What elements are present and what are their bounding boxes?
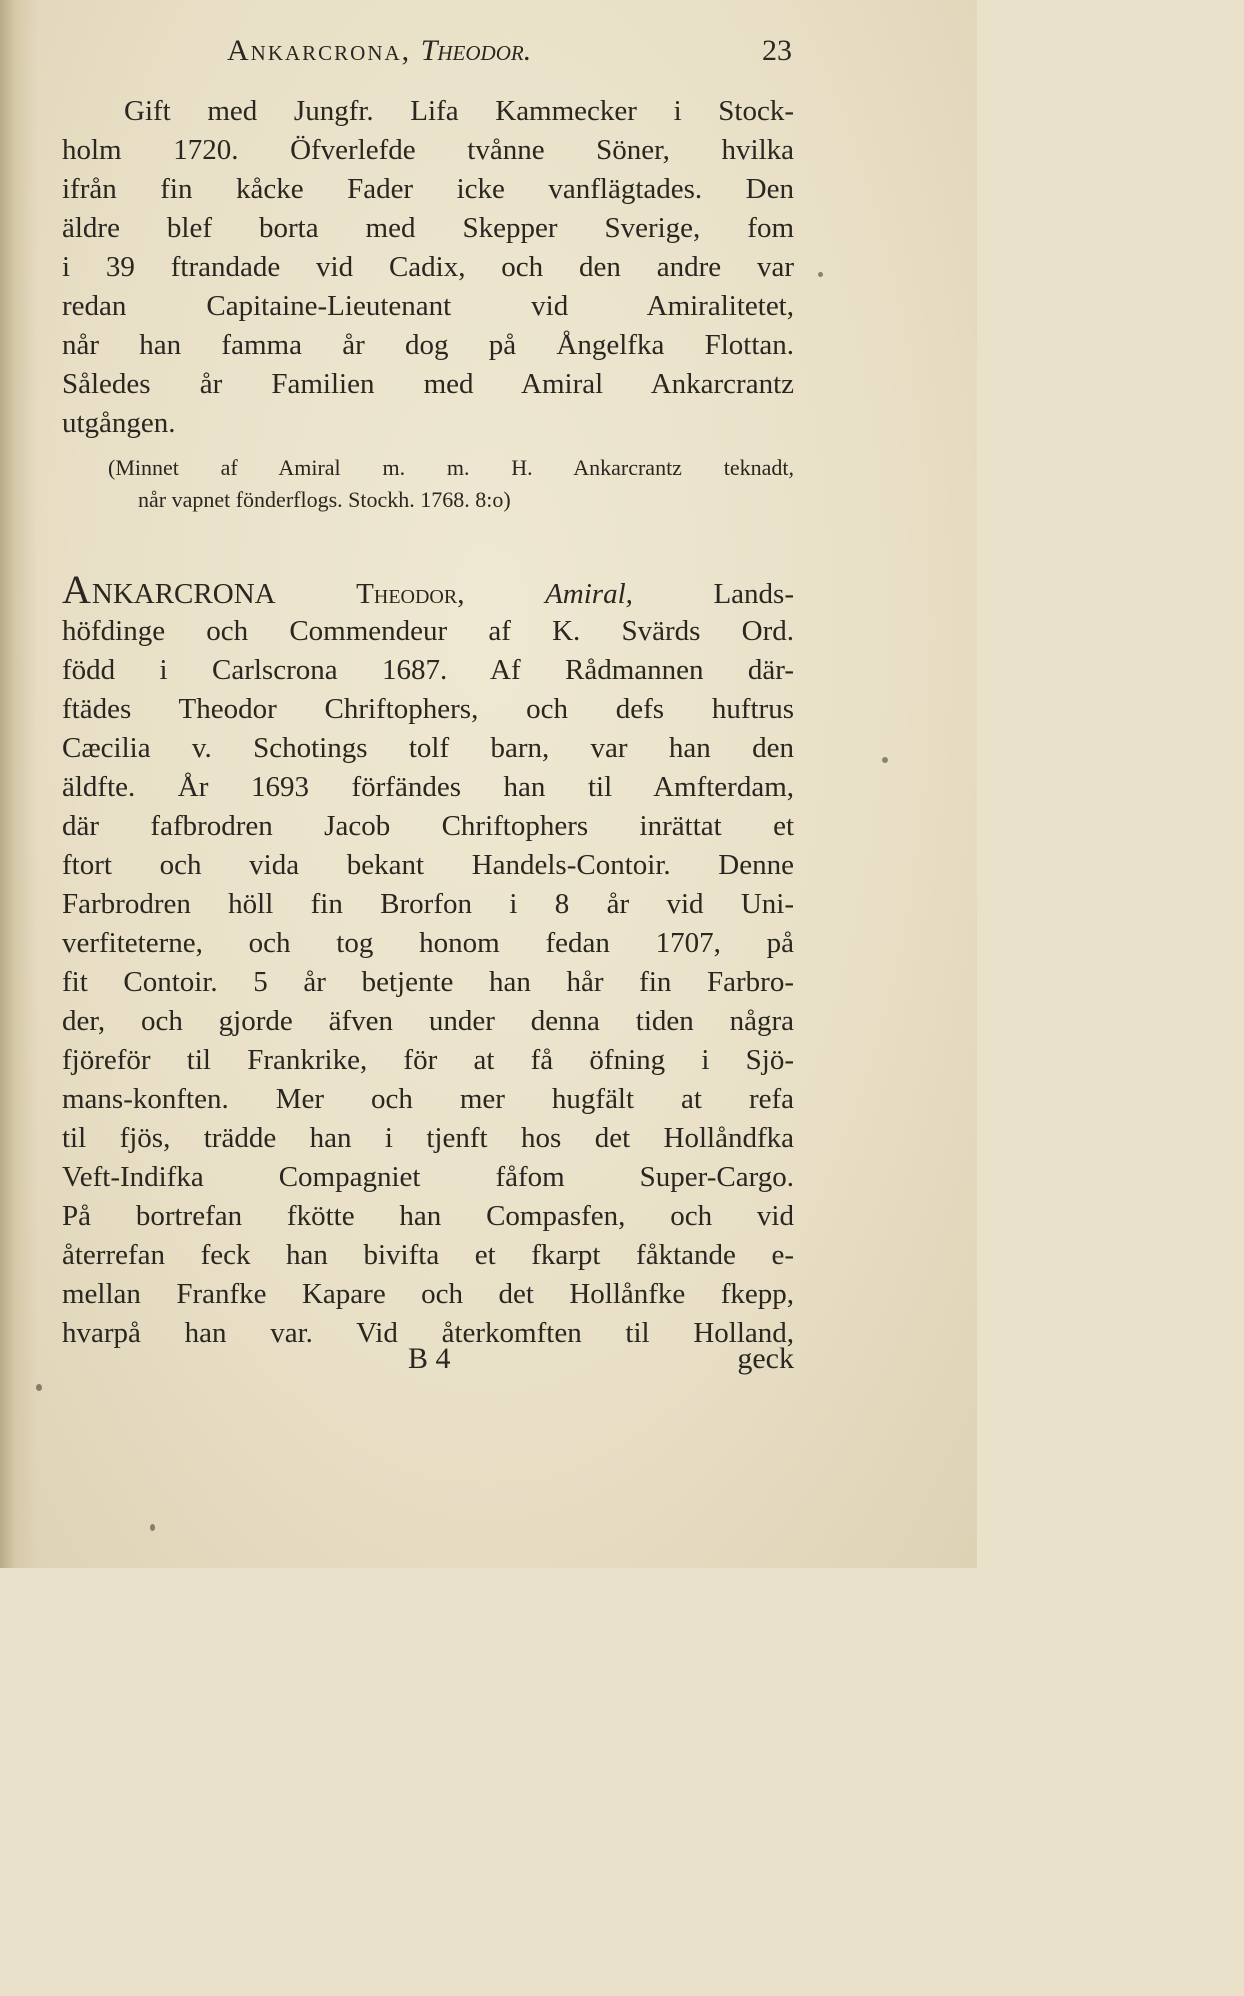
text-line: född i Carlscrona 1687. Af Rådmannen där- — [62, 654, 794, 686]
page-number: 23 — [762, 34, 792, 67]
page-gutter-shadow — [0, 0, 38, 1568]
note-line: (Minnet af Amiral m. m. H. Ankarcrantz teknadt, — [108, 455, 794, 480]
catchword: geck — [737, 1342, 794, 1375]
headword-initial: A — [62, 568, 92, 612]
text-line: til fjös, trädde han i tjenft hos det Hollåndfka — [62, 1122, 794, 1154]
given-name: Theodor, — [356, 578, 465, 610]
text-line: hvarpå han var. Vid återkomften til Holland, — [62, 1317, 794, 1349]
paper-speck — [36, 1384, 42, 1391]
text-line: Således år Familien med Amiral Ankarcrantz — [62, 368, 794, 400]
heading-continuation: Lands- — [713, 578, 794, 610]
text-line: Gift med Jungfr. Lifa Kammecker i Stock- — [124, 95, 794, 127]
text-line: där fafbrodren Jacob Chriftophers inrättat et — [62, 810, 794, 842]
text-line: ftort och vida bekant Handels-Contoir. Denne — [62, 849, 794, 881]
text-line: äldfte. År 1693 förfändes han til Amfterdam, — [62, 771, 794, 803]
source-note — [62, 452, 794, 516]
paragraph-1 — [62, 92, 794, 443]
text-line: höfdinge och Commendeur af K. Svärds Ord. — [62, 615, 794, 647]
text-line: der, och gjorde äfven under denna tiden några — [62, 1005, 794, 1037]
text-line: verfiteterne, och tog honom fedan 1707, på — [62, 927, 794, 959]
text-line: fit Contoir. 5 år betjente han hår fin Farbro- — [62, 966, 794, 998]
text-line: mellan Franfke Kapare och det Hollånfke fkepp, — [62, 1278, 794, 1310]
text-line: På bortrefan fköttе han Compasfen, och vid — [62, 1200, 794, 1232]
entry-heading-line — [62, 568, 794, 612]
text-line: Veft-Indifka Compagniet fåfom Super-Cargo. — [62, 1161, 794, 1193]
page-footer — [62, 1342, 794, 1386]
text-line: ifrån fin kåcke Fader icke vanflägtades. Den — [62, 173, 794, 205]
text-line: ftädes Theodor Chriftophers, och defs huftrus — [62, 693, 794, 725]
biography-entry — [62, 568, 794, 1353]
paper-speck — [150, 1524, 155, 1531]
text-line: i 39 ftrandade vid Cadix, och den andre var — [62, 251, 794, 283]
running-head — [62, 34, 794, 84]
paper-speck — [882, 757, 888, 763]
headword: NKARCRONA — [91, 578, 276, 610]
signature-mark: B 4 — [408, 1342, 451, 1375]
text-line: fjöreför til Frankrike, för at få öfning i Sjö- — [62, 1044, 794, 1076]
text-line: mans-konften. Mer och mer hugfält at refa — [62, 1083, 794, 1115]
text-line: når han famma år dog på Ångelfka Flottan. — [62, 329, 794, 361]
running-head-title: Ankarcrona, Theodor. — [227, 34, 532, 67]
text-line: redan Capitaine-Lieutenant vid Amiralitetet, — [62, 290, 794, 322]
entry-title: Amiral, — [545, 578, 633, 610]
paper-speck — [818, 272, 823, 277]
text-line: Farbrodren höll fin Brorfon i 8 år vid Uni- — [62, 888, 794, 920]
text-line: utgången. — [62, 407, 176, 439]
text-line: äldre blef borta med Skepper Sverige, fom — [62, 212, 794, 244]
text-line: Cæcilia v. Schotings tolf barn, var han den — [62, 732, 794, 764]
text-line: holm 1720. Öfverlefde tvånne Söner, hvilka — [62, 134, 794, 166]
text-line: återrefan feck han bivifta et fkarpt fåktande e- — [62, 1239, 794, 1271]
note-line: når vapnet fönderflogs. Stockh. 1768. 8:o) — [138, 487, 511, 512]
